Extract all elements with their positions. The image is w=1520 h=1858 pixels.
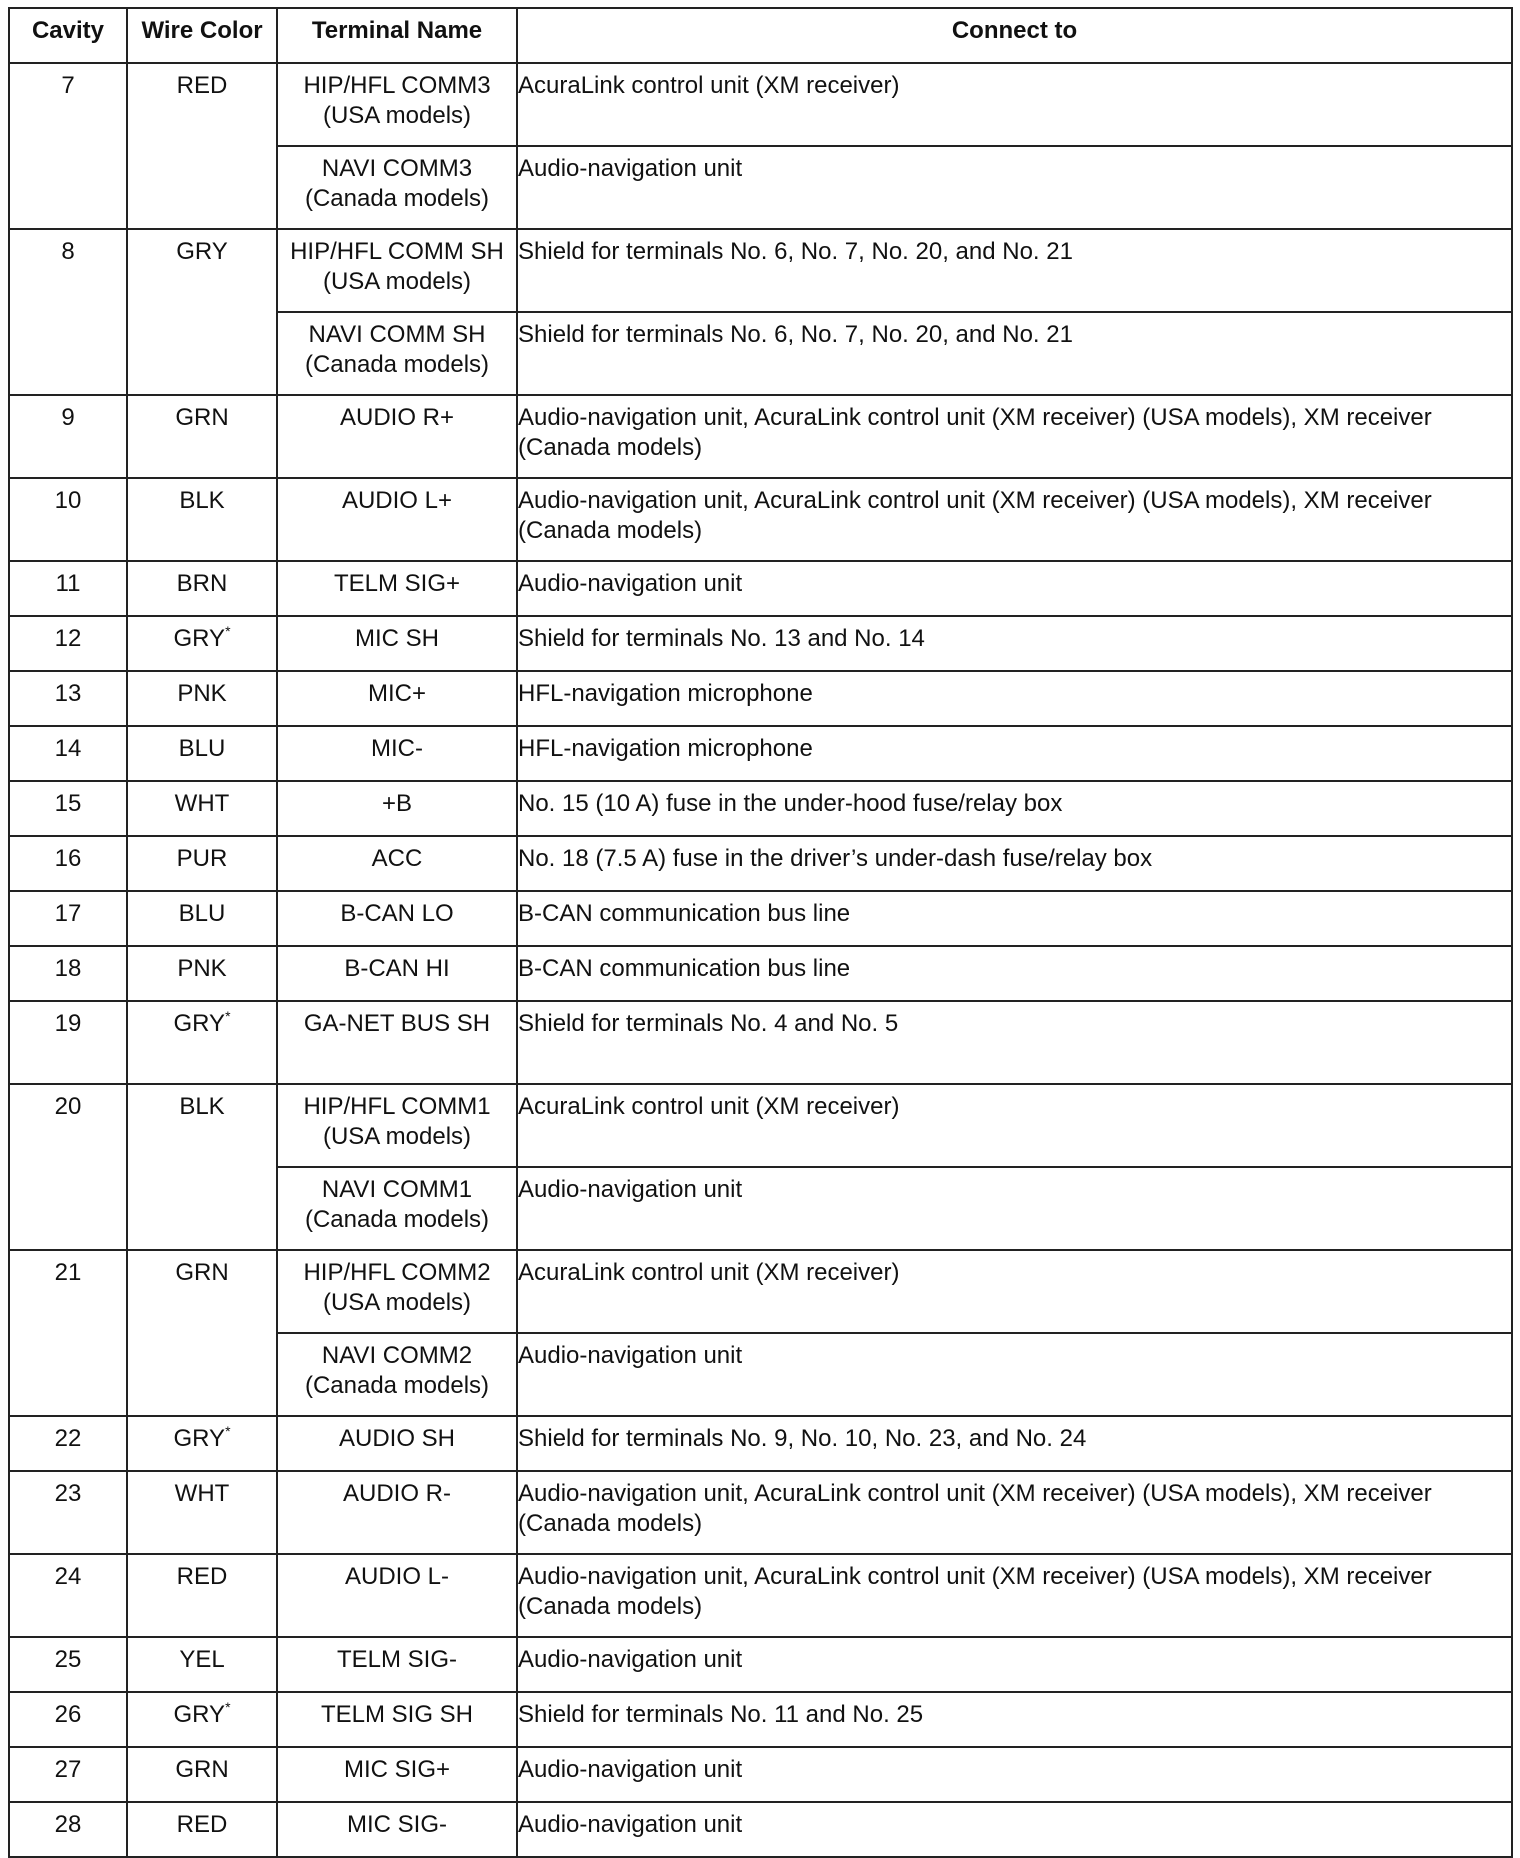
terminal-name-cell: HIP/HFL COMM1 (USA models) — [277, 1084, 517, 1167]
cavity-cell: 27 — [9, 1747, 127, 1802]
cavity-cell: 23 — [9, 1471, 127, 1554]
pinout-document — [8, 7, 1513, 1858]
table-row — [9, 395, 1512, 478]
header-terminal-name: Terminal Name — [277, 8, 517, 63]
wire-color-text: BLK — [179, 1093, 225, 1120]
terminal-name-cell: AUDIO L+ — [277, 478, 517, 561]
connect-to-cell: Shield for terminals No. 4 and No. 5 — [517, 1001, 1512, 1084]
wire-color-text: BLU — [178, 900, 226, 927]
connect-to-cell: Audio-navigation unit — [517, 1747, 1512, 1802]
wire-color-text: PNK — [177, 955, 227, 982]
table-row — [9, 1250, 1512, 1333]
cavity-cell: 26 — [9, 1692, 127, 1747]
wire-color-text: RED — [176, 1811, 228, 1838]
header-cavity: Cavity — [9, 8, 127, 63]
cavity-cell: 14 — [9, 726, 127, 781]
cavity-cell: 7 — [9, 63, 127, 229]
wire-color-text: GRN — [175, 404, 229, 431]
terminal-name-cell: AUDIO SH — [277, 1416, 517, 1471]
wire-color-text: BRN — [176, 570, 228, 597]
table-body — [9, 63, 1512, 1857]
wire-color-cell — [127, 229, 277, 395]
wire-color-text: GRN — [175, 1756, 229, 1783]
connect-to-cell: Audio-navigation unit — [517, 1637, 1512, 1692]
cavity-cell: 17 — [9, 891, 127, 946]
wire-color-cell — [127, 836, 277, 891]
cavity-cell: 15 — [9, 781, 127, 836]
table-row — [9, 1637, 1512, 1692]
cavity-cell: 19 — [9, 1001, 127, 1084]
terminal-name-cell: B-CAN LO — [277, 891, 517, 946]
wire-color-text: YEL — [179, 1646, 225, 1673]
terminal-name-cell: GA-NET BUS SH — [277, 1001, 517, 1084]
wire-color-text: PUR — [176, 845, 228, 872]
cavity-cell: 28 — [9, 1802, 127, 1857]
wire-color-cell — [127, 781, 277, 836]
wire-color-cell — [127, 671, 277, 726]
connect-to-cell: Audio-navigation unit — [517, 1167, 1512, 1250]
terminal-name-cell: NAVI COMM3 (Canada models) — [277, 146, 517, 229]
connect-to-cell: Audio-navigation unit — [517, 561, 1512, 616]
wire-color-text: RED — [176, 72, 228, 99]
cavity-cell: 20 — [9, 1084, 127, 1250]
table-row — [9, 1747, 1512, 1802]
terminal-name-cell: NAVI COMM SH (Canada models) — [277, 312, 517, 395]
terminal-name-cell: MIC SIG+ — [277, 1747, 517, 1802]
cavity-cell: 21 — [9, 1250, 127, 1416]
connect-to-cell: AcuraLink control unit (XM receiver) — [517, 1250, 1512, 1333]
connect-to-cell: Audio-navigation unit — [517, 146, 1512, 229]
wire-color-cell — [127, 1802, 277, 1857]
cavity-cell: 13 — [9, 671, 127, 726]
wire-color-text: GRY — [173, 1425, 226, 1452]
header-wire-color: Wire Color — [127, 8, 277, 63]
wire-color-cell — [127, 1692, 277, 1747]
cavity-cell: 10 — [9, 478, 127, 561]
header-row — [9, 8, 1512, 63]
table-row — [9, 616, 1512, 671]
wire-color-cell — [127, 1084, 277, 1250]
wire-color-cell — [127, 63, 277, 229]
table-row — [9, 1554, 1512, 1637]
terminal-name-cell: MIC+ — [277, 671, 517, 726]
connect-to-cell: B-CAN communication bus line — [517, 891, 1512, 946]
terminal-name-cell: TELM SIG SH — [277, 1692, 517, 1747]
wire-color-text: GRY — [173, 1701, 226, 1728]
terminal-name-cell: NAVI COMM1 (Canada models) — [277, 1167, 517, 1250]
wire-color-text: BLK — [179, 487, 225, 514]
wire-color-cell — [127, 946, 277, 1001]
connect-to-cell: Shield for terminals No. 11 and No. 25 — [517, 1692, 1512, 1747]
table-row — [9, 1084, 1512, 1167]
cavity-cell: 22 — [9, 1416, 127, 1471]
connect-to-cell: Audio-navigation unit — [517, 1333, 1512, 1416]
connect-to-cell: HFL-navigation microphone — [517, 726, 1512, 781]
table-row — [9, 891, 1512, 946]
connect-to-cell: B-CAN communication bus line — [517, 946, 1512, 1001]
wire-color-cell — [127, 1637, 277, 1692]
footnote-asterisk: * — [225, 1008, 231, 1024]
wire-color-text: GRY — [176, 238, 228, 265]
table-row — [9, 561, 1512, 616]
connect-to-cell: Audio-navigation unit, AcuraLink control unit (XM receiver) (USA models), XM receiver (Canada models) — [517, 1471, 1512, 1554]
cavity-cell: 24 — [9, 1554, 127, 1637]
wire-color-text: GRN — [175, 1259, 229, 1286]
cavity-cell: 12 — [9, 616, 127, 671]
wire-color-cell — [127, 478, 277, 561]
connect-to-cell: Audio-navigation unit, AcuraLink control unit (XM receiver) (USA models), XM receiver (Canada models) — [517, 478, 1512, 561]
connect-to-cell: Shield for terminals No. 9, No. 10, No. 23, and No. 24 — [517, 1416, 1512, 1471]
table-row — [9, 946, 1512, 1001]
cavity-cell: 9 — [9, 395, 127, 478]
table-row — [9, 63, 1512, 146]
table-row — [9, 229, 1512, 312]
wire-color-cell — [127, 395, 277, 478]
table-row — [9, 1802, 1512, 1857]
footnote-asterisk: * — [225, 1423, 231, 1439]
wire-color-cell — [127, 1747, 277, 1802]
wire-color-text: WHT — [174, 1480, 230, 1507]
cavity-cell: 18 — [9, 946, 127, 1001]
terminal-name-cell: ACC — [277, 836, 517, 891]
terminal-name-cell: B-CAN HI — [277, 946, 517, 1001]
wire-color-text: GRY — [173, 1010, 226, 1037]
table-row — [9, 1416, 1512, 1471]
wire-color-text: BLU — [178, 735, 226, 762]
terminal-name-cell: HIP/HFL COMM SH (USA models) — [277, 229, 517, 312]
terminal-name-cell: MIC SIG- — [277, 1802, 517, 1857]
terminal-name-cell: NAVI COMM2 (Canada models) — [277, 1333, 517, 1416]
table-row — [9, 1001, 1512, 1084]
wire-color-cell — [127, 561, 277, 616]
connect-to-cell: Audio-navigation unit — [517, 1802, 1512, 1857]
table-row — [9, 726, 1512, 781]
header-connect-to: Connect to — [517, 8, 1512, 63]
table-row — [9, 1692, 1512, 1747]
table-row — [9, 1471, 1512, 1554]
table-row — [9, 836, 1512, 891]
connect-to-cell: Shield for terminals No. 13 and No. 14 — [517, 616, 1512, 671]
cavity-cell: 11 — [9, 561, 127, 616]
table-header — [9, 8, 1512, 63]
wire-color-cell — [127, 1416, 277, 1471]
terminal-name-cell: MIC- — [277, 726, 517, 781]
terminal-name-cell: HIP/HFL COMM2 (USA models) — [277, 1250, 517, 1333]
terminal-name-cell: TELM SIG- — [277, 1637, 517, 1692]
wire-color-text: RED — [176, 1563, 228, 1590]
connect-to-cell: AcuraLink control unit (XM receiver) — [517, 1084, 1512, 1167]
wire-color-cell — [127, 891, 277, 946]
connect-to-cell: No. 15 (10 A) fuse in the under-hood fuse/relay box — [517, 781, 1512, 836]
connector-pinout-table — [8, 7, 1513, 1858]
connect-to-cell: Shield for terminals No. 6, No. 7, No. 20, and No. 21 — [517, 229, 1512, 312]
footnote-asterisk: * — [225, 623, 231, 639]
cavity-cell: 16 — [9, 836, 127, 891]
wire-color-cell — [127, 1471, 277, 1554]
table-row — [9, 781, 1512, 836]
terminal-name-cell: AUDIO L- — [277, 1554, 517, 1637]
table-row — [9, 671, 1512, 726]
wire-color-text: PNK — [177, 680, 227, 707]
connect-to-cell: AcuraLink control unit (XM receiver) — [517, 63, 1512, 146]
wire-color-cell — [127, 1001, 277, 1084]
table-row — [9, 478, 1512, 561]
wire-color-cell — [127, 726, 277, 781]
connect-to-cell: Audio-navigation unit, AcuraLink control unit (XM receiver) (USA models), XM receiver (Canada models) — [517, 395, 1512, 478]
terminal-name-cell: AUDIO R+ — [277, 395, 517, 478]
terminal-name-cell: +B — [277, 781, 517, 836]
cavity-cell: 8 — [9, 229, 127, 395]
connect-to-cell: HFL-navigation microphone — [517, 671, 1512, 726]
footnote-asterisk: * — [225, 1699, 231, 1715]
wire-color-text: WHT — [174, 790, 230, 817]
terminal-name-cell: MIC SH — [277, 616, 517, 671]
terminal-name-cell: TELM SIG+ — [277, 561, 517, 616]
cavity-cell: 25 — [9, 1637, 127, 1692]
terminal-name-cell: AUDIO R- — [277, 1471, 517, 1554]
connect-to-cell: Audio-navigation unit, AcuraLink control unit (XM receiver) (USA models), XM receiver (Canada models) — [517, 1554, 1512, 1637]
wire-color-text: GRY — [173, 625, 226, 652]
terminal-name-cell: HIP/HFL COMM3 (USA models) — [277, 63, 517, 146]
wire-color-cell — [127, 1250, 277, 1416]
connect-to-cell: Shield for terminals No. 6, No. 7, No. 20, and No. 21 — [517, 312, 1512, 395]
wire-color-cell — [127, 616, 277, 671]
wire-color-cell — [127, 1554, 277, 1637]
connect-to-cell: No. 18 (7.5 A) fuse in the driver’s under-dash fuse/relay box — [517, 836, 1512, 891]
